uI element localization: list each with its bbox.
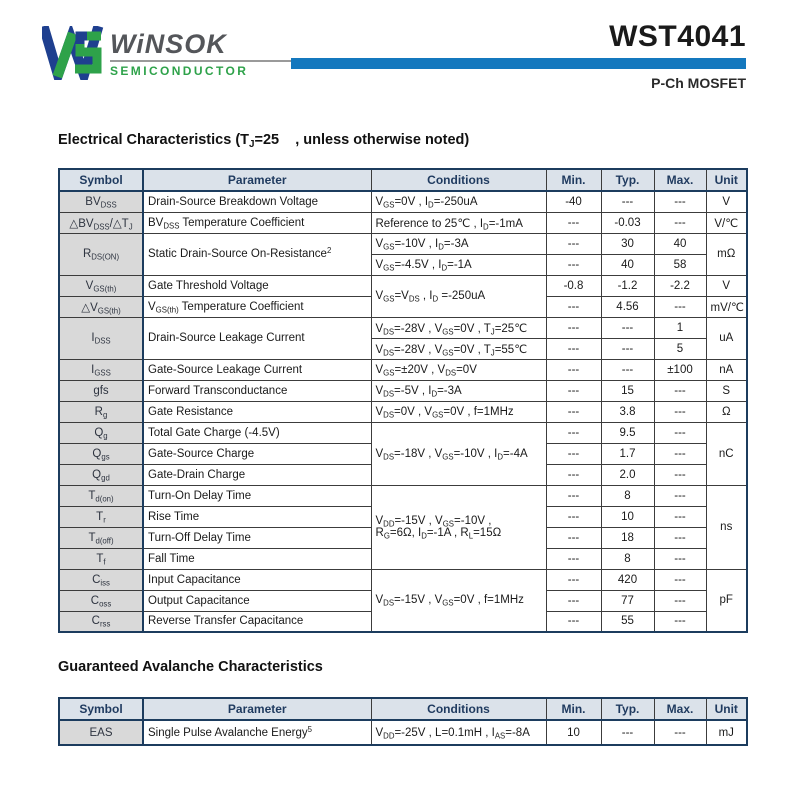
symbol-cell: $C_{oss}$: [59, 590, 143, 611]
typ-cell: ---: [601, 720, 654, 745]
electrical-characteristics-table: [58, 168, 748, 633]
conditions-cell: Reference to 25℃ , $I_D=-1mA$: [371, 212, 546, 233]
table-body: [59, 191, 747, 632]
parameter-cell: Gate Resistance: [143, 401, 371, 422]
max-cell: ±100: [654, 359, 706, 380]
parameter-cell: $V_{GS(th)}$ Temperature Coefficient: [143, 296, 371, 317]
max-cell: ---: [654, 548, 706, 569]
min-cell: 10: [546, 720, 601, 745]
conditions-cell: $V_{GS}=\pm 20V$ , $V_{DS}=0V$: [371, 359, 546, 380]
table-row: [59, 569, 747, 590]
symbol-cell: $I_{DSS}$: [59, 317, 143, 359]
symbol-cell: $Q_{gs}$: [59, 443, 143, 464]
table-body: [59, 720, 747, 745]
min-cell: ---: [546, 317, 601, 338]
table-row: [59, 401, 747, 422]
max-cell: 5: [654, 338, 706, 359]
symbol-cell: $R_g$: [59, 401, 143, 422]
conditions-cell: $V_{DD}=-25V$ , L=0.1mH , $I_{AS}=-8A$: [371, 720, 546, 745]
min-cell: ---: [546, 233, 601, 254]
min-cell: ---: [546, 611, 601, 632]
symbol-cell: gfs: [59, 380, 143, 401]
conditions-cell: $V_{DS}=-28V$ , $V_{GS}=0V$ , $T_J=25℃$: [371, 317, 546, 338]
table-row: [59, 485, 747, 506]
conditions-cell: $V_{GS}=0V$ , $I_D=-250uA$: [371, 191, 546, 212]
max-cell: ---: [654, 443, 706, 464]
parameter-cell: Gate-Drain Charge: [143, 464, 371, 485]
table-row: [59, 275, 747, 296]
symbol-cell: EAS: [59, 720, 143, 745]
min-cell: ---: [546, 443, 601, 464]
unit-cell: nC: [706, 422, 747, 485]
typ-cell: 3.8: [601, 401, 654, 422]
symbol-cell: $T_{d(off)}$: [59, 527, 143, 548]
logo-subtitle: SEMICONDUCTOR: [110, 64, 249, 78]
typ-cell: 1.7: [601, 443, 654, 464]
min-cell: -40: [546, 191, 601, 212]
typ-cell: 2.0: [601, 464, 654, 485]
unit-cell: pF: [706, 569, 747, 632]
column-header-min: Min.: [546, 169, 601, 191]
typ-cell: 15: [601, 380, 654, 401]
unit-cell: uA: [706, 317, 747, 359]
symbol-cell: $T_f$: [59, 548, 143, 569]
min-cell: ---: [546, 422, 601, 443]
column-header-typ: Typ.: [601, 698, 654, 720]
parameter-cell: Gate-Source Charge: [143, 443, 371, 464]
logo-name: WiNSOK: [110, 29, 227, 59]
parameter-cell: Drain-Source Leakage Current: [143, 317, 371, 359]
parameter-cell: Turn-Off Delay Time: [143, 527, 371, 548]
typ-cell: 420: [601, 569, 654, 590]
typ-cell: 18: [601, 527, 654, 548]
conditions-cell: $V_{GS}=-4.5V$ , $I_D=-1A$: [371, 254, 546, 275]
max-cell: ---: [654, 506, 706, 527]
min-cell: ---: [546, 590, 601, 611]
parameter-cell: Output Capacitance: [143, 590, 371, 611]
unit-cell: ns: [706, 485, 747, 569]
typ-cell: -0.03: [601, 212, 654, 233]
winsok-logo-mark-icon: [42, 26, 106, 80]
max-cell: ---: [654, 590, 706, 611]
max-cell: ---: [654, 191, 706, 212]
parameter-cell: Drain-Source Breakdown Voltage: [143, 191, 371, 212]
table-row: [59, 359, 747, 380]
conditions-cell: $V_{GS}=V_{DS}$ , $I_D =-250uA$: [371, 275, 546, 317]
electrical-characteristics-title: Electrical Characteristics ($T_J=25$ , unless otherwise noted): [58, 132, 470, 150]
unit-cell: mΩ: [706, 233, 747, 275]
conditions-cell: $V_{DS}=-15V$ , $V_{GS}=0V$ , f=1MHz: [371, 569, 546, 632]
symbol-cell: $T_r$: [59, 506, 143, 527]
column-header-parameter: Parameter: [143, 698, 371, 720]
min-cell: ---: [546, 527, 601, 548]
typ-cell: 8: [601, 485, 654, 506]
min-cell: ---: [546, 338, 601, 359]
symbol-cell: $BV_{DSS}$: [59, 191, 143, 212]
min-cell: ---: [546, 212, 601, 233]
typ-cell: ---: [601, 191, 654, 212]
column-header-conditions: Conditions: [371, 698, 546, 720]
unit-cell: S: [706, 380, 747, 401]
max-cell: 1: [654, 317, 706, 338]
unit-cell: Ω: [706, 401, 747, 422]
min-cell: -0.8: [546, 275, 601, 296]
max-cell: 40: [654, 233, 706, 254]
typ-cell: ---: [601, 359, 654, 380]
symbol-cell: $V_{GS(th)}$: [59, 275, 143, 296]
parameter-cell: Static Drain-Source On-Resistance$^2$: [143, 233, 371, 275]
parameter-cell: Rise Time: [143, 506, 371, 527]
min-cell: ---: [546, 569, 601, 590]
parameter-cell: $BV_{DSS}$ Temperature Coefficient: [143, 212, 371, 233]
symbol-cell: $T_{d(on)}$: [59, 485, 143, 506]
conditions-cell: $V_{GS}=-10V$ , $I_D=-3A$: [371, 233, 546, 254]
min-cell: ---: [546, 464, 601, 485]
column-header-parameter: Parameter: [143, 169, 371, 191]
max-cell: -2.2: [654, 275, 706, 296]
max-cell: ---: [654, 720, 706, 745]
unit-cell: nA: [706, 359, 747, 380]
table-row: [59, 233, 747, 254]
column-header-max: Max.: [654, 169, 706, 191]
min-cell: ---: [546, 548, 601, 569]
symbol-cell: $\triangle BV_{DSS}/\triangle T_J$: [59, 212, 143, 233]
header-row: [59, 169, 747, 191]
table-row: [59, 380, 747, 401]
winsok-logo: [42, 26, 296, 80]
avalanche-characteristics-title: Guaranteed Avalanche Characteristics: [58, 659, 323, 675]
column-header-typ: Typ.: [601, 169, 654, 191]
table-header: [59, 698, 747, 720]
parameter-cell: Single Pulse Avalanche Energy$^5$: [143, 720, 371, 745]
conditions-cell: $V_{DS}=-5V$ , $I_D=-3A$: [371, 380, 546, 401]
unit-cell: mV/℃: [706, 296, 747, 317]
max-cell: ---: [654, 380, 706, 401]
min-cell: ---: [546, 506, 601, 527]
symbol-cell: $C_{iss}$: [59, 569, 143, 590]
unit-cell: mJ: [706, 720, 747, 745]
symbol-cell: $I_{GSS}$: [59, 359, 143, 380]
typ-cell: -1.2: [601, 275, 654, 296]
max-cell: ---: [654, 464, 706, 485]
min-cell: ---: [546, 296, 601, 317]
typ-cell: 4.56: [601, 296, 654, 317]
conditions-cell: $V_{DS}=-18V$ , $V_{GS}=-10V$ , $I_D=-4A$: [371, 422, 546, 485]
table-row: [59, 720, 747, 745]
table-row: [59, 422, 747, 443]
table-row: [59, 191, 747, 212]
symbol-cell: $Q_g$: [59, 422, 143, 443]
header-divider-bar: [291, 58, 746, 69]
symbol-cell: $C_{rss}$: [59, 611, 143, 632]
parameter-cell: Reverse Transfer Capacitance: [143, 611, 371, 632]
conditions-cell: $V_{DS}=-28V$ , $V_{GS}=0V$ , $T_J=55℃$: [371, 338, 546, 359]
max-cell: ---: [654, 401, 706, 422]
unit-cell: V: [706, 191, 747, 212]
min-cell: ---: [546, 254, 601, 275]
parameter-cell: Total Gate Charge (-4.5V): [143, 422, 371, 443]
min-cell: ---: [546, 485, 601, 506]
max-cell: ---: [654, 296, 706, 317]
parameter-cell: Gate Threshold Voltage: [143, 275, 371, 296]
table-row: [59, 212, 747, 233]
max-cell: ---: [654, 212, 706, 233]
typ-cell: 9.5: [601, 422, 654, 443]
column-header-symbol: Symbol: [59, 169, 143, 191]
unit-cell: V/℃: [706, 212, 747, 233]
symbol-cell: $\triangle V_{GS(th)}$: [59, 296, 143, 317]
parameter-cell: Gate-Source Leakage Current: [143, 359, 371, 380]
typ-cell: 77: [601, 590, 654, 611]
max-cell: 58: [654, 254, 706, 275]
part-type: P-Ch MOSFET: [651, 75, 746, 91]
typ-cell: 40: [601, 254, 654, 275]
column-header-max: Max.: [654, 698, 706, 720]
conditions-cell: $V_{DD}=-15V$ , $V_{GS}=-10V$ , $R_G=6\Omega$, $I_D=-1A$ , $R_L=15\Omega$: [371, 485, 546, 569]
part-number: WST4041: [609, 20, 746, 53]
min-cell: ---: [546, 401, 601, 422]
max-cell: ---: [654, 527, 706, 548]
unit-cell: V: [706, 275, 747, 296]
avalanche-characteristics-table: [58, 697, 748, 746]
typ-cell: ---: [601, 338, 654, 359]
typ-cell: 10: [601, 506, 654, 527]
parameter-cell: Fall Time: [143, 548, 371, 569]
header-row: [59, 698, 747, 720]
column-header-unit: Unit: [706, 698, 747, 720]
logo-text: [110, 30, 296, 78]
symbol-cell: $R_{DS(ON)}$: [59, 233, 143, 275]
table-header: [59, 169, 747, 191]
typ-cell: ---: [601, 317, 654, 338]
parameter-cell: Forward Transconductance: [143, 380, 371, 401]
typ-cell: 8: [601, 548, 654, 569]
conditions-cell: $V_{DS}=0V$ , $V_{GS}=0V$ , f=1MHz: [371, 401, 546, 422]
symbol-cell: $Q_{gd}$: [59, 464, 143, 485]
column-header-min: Min.: [546, 698, 601, 720]
max-cell: ---: [654, 569, 706, 590]
column-header-conditions: Conditions: [371, 169, 546, 191]
typ-cell: 30: [601, 233, 654, 254]
column-header-unit: Unit: [706, 169, 747, 191]
parameter-cell: Turn-On Delay Time: [143, 485, 371, 506]
logo-divider: [110, 60, 296, 62]
min-cell: ---: [546, 380, 601, 401]
max-cell: ---: [654, 611, 706, 632]
typ-cell: 55: [601, 611, 654, 632]
min-cell: ---: [546, 359, 601, 380]
max-cell: ---: [654, 485, 706, 506]
column-header-symbol: Symbol: [59, 698, 143, 720]
table-row: [59, 317, 747, 338]
parameter-cell: Input Capacitance: [143, 569, 371, 590]
max-cell: ---: [654, 422, 706, 443]
